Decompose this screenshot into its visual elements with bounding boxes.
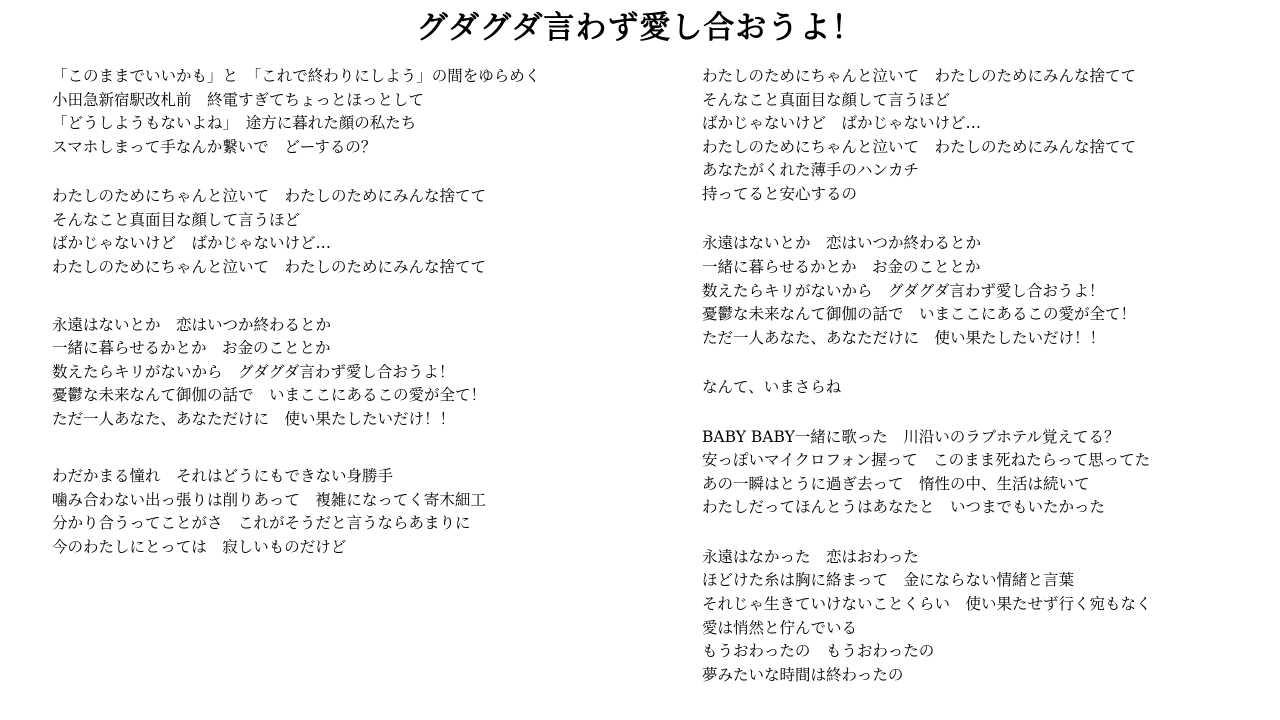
lyric-line: 永遠はないとか 恋はいつか終わるとか bbox=[52, 315, 332, 334]
lyric-line: 「このままでいいかも」と 「これで終わりにしよう」の間をゆらめく bbox=[52, 67, 541, 86]
stanza bbox=[52, 185, 650, 279]
lyric-line: ただ一人あなた、あなただけに 使い果たしたいだけ！！ bbox=[52, 409, 456, 428]
lyric-line: 噛み合わない出っ張りは削りあって 複雑になってく寄木細工 bbox=[52, 490, 486, 509]
lyric-line: わたしのためにちゃんと泣いて わたしのためにみんな捨てて bbox=[52, 187, 487, 206]
lyric-line: 数えたらキリがないから グダグダ言わず愛し合おうよ！ bbox=[702, 281, 1105, 300]
stanza bbox=[702, 426, 1280, 520]
lyric-line: 分かり合うってことがさ これがそうだと言うならあまりに bbox=[52, 514, 471, 533]
lyric-line: なんて、いまさらね bbox=[702, 378, 842, 397]
lyric-line: 安っぽいマイクロフォン握って このまま死ねたらって思ってた bbox=[702, 451, 1151, 470]
lyric-line: あなたがくれた薄手のハンカチ bbox=[702, 161, 920, 180]
lyric-line: 憂鬱な未来なんて御伽の話で いまここにあるこの愛が全て！ bbox=[702, 305, 1137, 324]
lyric-line: 永遠はなかった 恋はおわった bbox=[702, 547, 919, 566]
lyric-line: それじゃ生きていけないことくらい 使い果たせず行く宛もなく bbox=[702, 595, 1152, 614]
right-column bbox=[650, 65, 1280, 713]
lyric-line: 一緒に暮らせるかとか お金のこととか bbox=[702, 258, 981, 277]
page-title: グダグダ言わず愛し合おうよ！ bbox=[416, 10, 864, 46]
lyric-line: わたしのためにちゃんと泣いて わたしのためにみんな捨てて bbox=[52, 258, 487, 277]
lyric-line: 愛は悄然と佇んでいる bbox=[702, 618, 858, 637]
lyric-line: 夢みたいな時間は終わったの bbox=[702, 665, 904, 684]
lyric-line: そんなこと真面目な顔して言うほど bbox=[52, 210, 301, 229]
stanza bbox=[52, 314, 650, 432]
stanza bbox=[52, 465, 650, 559]
stanza bbox=[52, 65, 650, 159]
lyric-line: わたしだってほんとうはあなたと いつまでもいたかった bbox=[702, 498, 1106, 517]
lyrics-columns bbox=[0, 47, 1280, 713]
lyric-line: わだかまる憧れ それはどうにもできない身勝手 bbox=[52, 467, 394, 486]
lyric-line: 「どうしようもないよね」 途方に暮れた顔の私たち bbox=[52, 114, 417, 133]
lyric-line: 今のわたしにとっては 寂しいものだけど bbox=[52, 537, 347, 556]
lyric-line: そんなこと真面目な顔して言うほど bbox=[702, 90, 951, 109]
lyric-line: 永遠はないとか 恋はいつか終わるとか bbox=[702, 234, 982, 253]
stanza bbox=[702, 376, 1280, 400]
lyric-line: 小田急新宿駅改札前 終電すぎてちょっとほっとして bbox=[52, 90, 425, 109]
stanza bbox=[702, 546, 1280, 687]
left-column bbox=[0, 65, 650, 585]
stanza bbox=[702, 65, 1280, 206]
stanza bbox=[702, 232, 1280, 350]
lyric-line: ばかじゃないけど ばかじゃないけど… bbox=[52, 234, 332, 253]
lyric-line: BABY BABY一緒に歌った 川沿いのラブホテル覚えてる？ bbox=[702, 427, 1120, 446]
lyric-line: ほどけた糸は胸に絡まって 金にならない情緒と言葉 bbox=[702, 571, 1075, 590]
lyric-line: 憂鬱な未来なんて御伽の話で いまここにあるこの愛が全て！ bbox=[52, 386, 487, 405]
lyric-line: わたしのためにちゃんと泣いて わたしのためにみんな捨てて bbox=[702, 137, 1137, 156]
lyric-line: 数えたらキリがないから グダグダ言わず愛し合おうよ！ bbox=[52, 362, 455, 381]
lyric-line: もうおわったの もうおわったの bbox=[702, 642, 935, 661]
lyric-line: 一緒に暮らせるかとか お金のこととか bbox=[52, 339, 331, 358]
lyric-line: あの一瞬はとうに過ぎ去って 惰性の中、生活は続いて bbox=[702, 474, 1090, 493]
lyric-line: スマホしまって手なんか繋いで どーするの？ bbox=[52, 137, 377, 156]
lyric-line: わたしのためにちゃんと泣いて わたしのためにみんな捨てて bbox=[702, 67, 1137, 86]
lyric-line: ただ一人あなた、あなただけに 使い果たしたいだけ！！ bbox=[702, 328, 1106, 347]
lyric-line: ばかじゃないけど ばかじゃないけど… bbox=[702, 114, 982, 133]
lyric-line: 持ってると安心するの bbox=[702, 184, 858, 203]
